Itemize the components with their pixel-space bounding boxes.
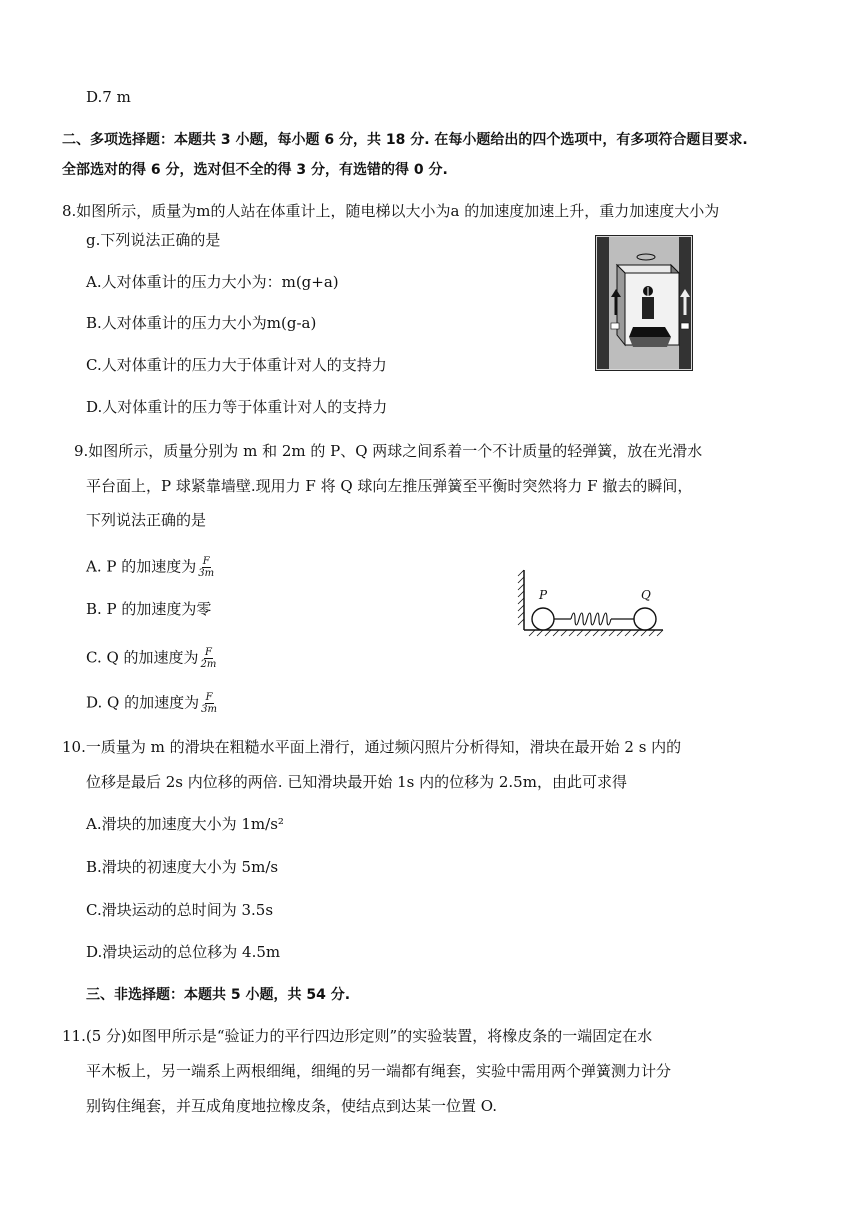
q9-option-a-text: A. P 的加速度为	[86, 557, 197, 576]
q9-option-d-text: D. Q 的加速度为	[86, 693, 200, 712]
q9-stem-3: 下列说法正确的是	[86, 511, 207, 529]
q9-d-numerator: F	[205, 692, 213, 703]
q9-option-c-text: C. Q 的加速度为	[86, 648, 199, 667]
q9-a-denominator: 3m	[198, 568, 215, 579]
q9-option-b: B. P 的加速度为零	[86, 600, 212, 618]
q10-option-d: D.滑块运动的总位移为 4.5m	[86, 943, 281, 961]
q11-line-3: 别钩住绳套，并互成角度地拉橡皮条，使结点到达某一位置 O.	[86, 1097, 497, 1115]
section2-line2: 全部选对的得 6 分，选对但不全的得 3 分，有选错的得 0 分.	[62, 162, 448, 178]
q10-option-c: C.滑块运动的总时间为 3.5s	[86, 901, 274, 919]
label-p: P	[539, 588, 548, 602]
q9-stem-1: 9.如图所示，质量分别为 m 和 2m 的 P、Q 两球之间系着一个不计质量的轻弹簧，放在光滑水	[74, 442, 703, 460]
q9-c-numerator: F	[205, 647, 212, 658]
q10-option-a: A.滑块的加速度大小为 1m/s²	[86, 815, 284, 833]
q8-stem-2: g.下列说法正确的是	[86, 231, 221, 249]
prev-option-d: D.7 m	[86, 88, 131, 106]
q9-option-c	[86, 647, 216, 670]
q9-option-a	[86, 556, 214, 579]
q8-option-d: D.人对体重计的压力等于体重计对人的支持力	[86, 398, 388, 416]
q9-d-denominator: 3m	[201, 704, 217, 715]
elevator-figure	[595, 235, 693, 371]
q9-option-d	[86, 692, 217, 715]
q11-line-2: 平木板上，另一端系上两根细绳，细绳的另一端都有绳套，实验中需用两个弹簧测力计分	[86, 1062, 672, 1080]
q9-c-denominator: 2m	[200, 659, 217, 670]
q10-stem-1: 10.一质量为 m 的滑块在粗糙水平面上滑行，通过频闪照片分析得知，滑块在最开始 2 s 内的	[62, 738, 682, 756]
section3-heading: 三、非选择题：本题共 5 小题，共 54 分.	[86, 987, 351, 1003]
q9-stem-2: 平台面上，P 球紧靠墙壁.现用力 F 将 Q 球向左推压弹簧至平衡时突然将力 F 撤去的瞬间，	[86, 477, 693, 495]
q11-line-1: 11.(5 分)如图甲所示是“验证力的平行四边形定则”的实验装置，将橡皮条的一端固定在水	[62, 1027, 653, 1045]
label-q: Q	[641, 588, 651, 602]
q9-option-c-fraction	[201, 647, 217, 670]
q10-stem-2: 位移是最后 2s 内位移的两倍. 已知滑块最开始 1s 内的位移为 2.5m，由此可求得	[86, 773, 627, 791]
q8-option-c: C.人对体重计的压力大于体重计对人的支持力	[86, 356, 387, 374]
q10-option-b: B.滑块的初速度大小为 5m/s	[86, 858, 279, 876]
q9-option-d-fraction	[201, 692, 217, 715]
q8-option-a: A.人对体重计的压力大小为：m(g+a)	[86, 273, 339, 291]
q8-option-b: B.人对体重计的压力大小为m(g-a)	[86, 314, 317, 332]
q9-a-numerator: F	[202, 556, 210, 567]
spring-balls-figure	[515, 566, 665, 638]
q8-stem-1: 8.如图所示，质量为m的人站在体重计上，随电梯以大小为a 的加速度加速上升，重力加速度大小为	[62, 202, 720, 220]
section2-line1: 二、多项选择题：本题共 3 小题，每小题 6 分，共 18 分. 在每小题给出的四个选项中，有多项符合题目要求.	[62, 132, 748, 148]
q9-option-a-fraction	[198, 556, 214, 579]
